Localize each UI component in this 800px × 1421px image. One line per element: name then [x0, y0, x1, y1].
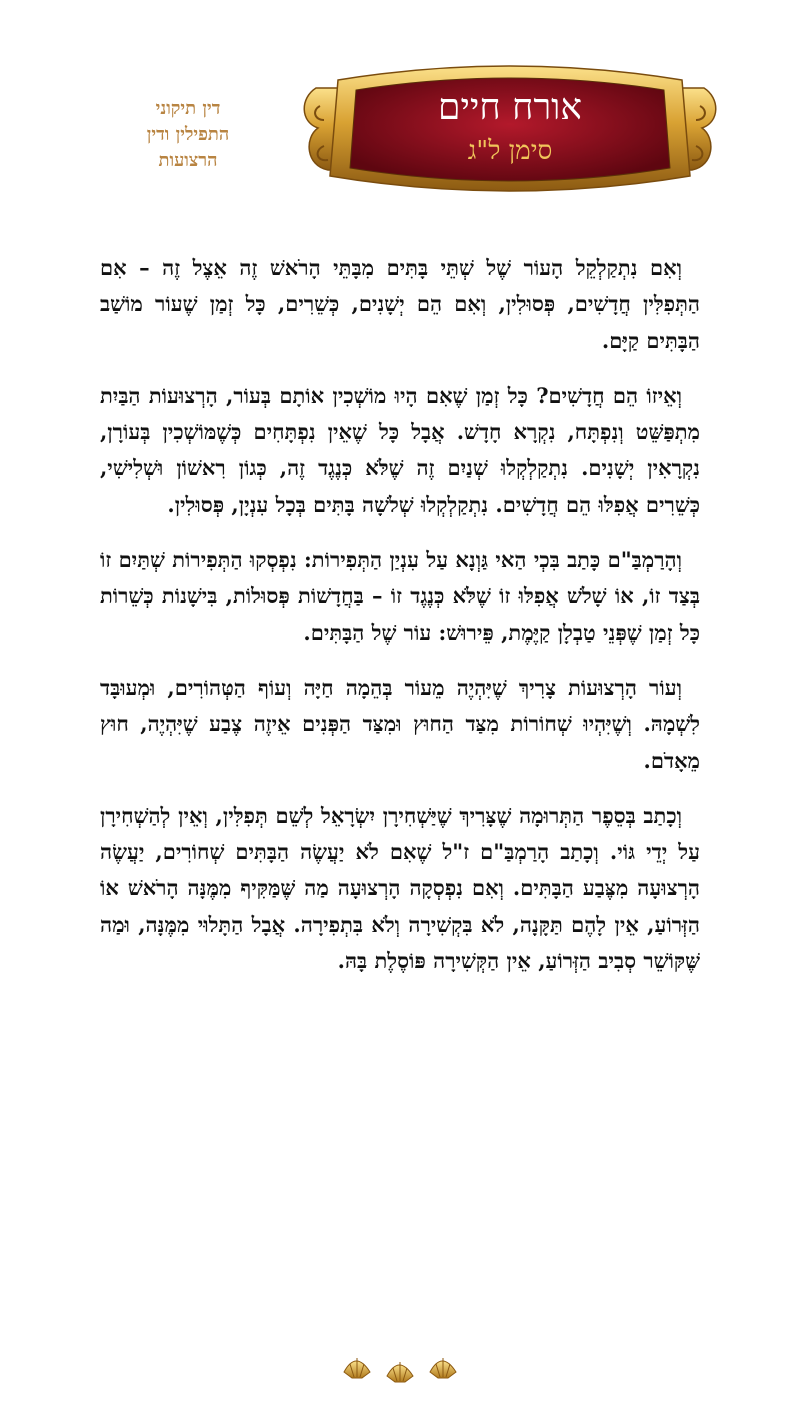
section-topic-line: התפילין ודין	[146, 124, 230, 145]
halacha-text	[100, 250, 700, 979]
banner-subtitle: סימן ל"ג	[467, 136, 553, 166]
paragraph: וְכָתַב בְּסֵפֶר הַתְּרוּמָה שֶׁצָּרִיךְ שֶׁיַּשְׁחִירָן יִשְׂרָאֵל לְשֵׁם תְּפִלִּין, וְאֵין לְהַשְׁחִירָן עַל יְדֵי גּוֹי. וְכָתַב הָרַמְבַּ"ם ז"ל שֶׁאִם לֹא יַעֲשֶׂה הַבָּתִּים שְׁחוֹרִים, יַעֲשֶׂה הָרְצוּעָה מִצֶּבַע הַבָּתִּים. וְאִם נִפְסְקָה הָרְצוּעָה מַה שֶּׁמַּקִּיף מִמֶּנָּה הָרֹאשׁ אוֹ הַזְּרוֹעַ, אֵין לָהֶם תַּקָּנָה, לֹא בִּקְשִׁירָה וְלֹא בִּתְפִירָה. אֲבָל הַתָּלוּי מִמֶּנָּה, וּמַה שֶּׁקּוֹשֵׁר סְבִיב הַזְּרוֹעַ, אֵין הַקְּשִׁירָה פּוֹסֶלֶת בָּהּ.	[100, 802, 700, 974]
shell-icon	[344, 1358, 370, 1378]
footer-ornament	[340, 1348, 460, 1388]
paragraph: וְאִם נִתְקַלְקֵל הָעוֹר שֶׁל שְׁתֵּי בָּתִּים מִבָּתֵּי הָרֹאשׁ זֶה אֵצֶל זֶה – אִם הַתְּפִלִּין חֲדָשִׁים, פְּסוּלִין, וְאִם הֵם יְשָׁנִים, כְּשֵׁרִים, כָּל זְמַן שֶׁעוֹר מוֹשַׁב הַבָּתִּים קַיָּם.	[100, 255, 700, 353]
paragraph: וְעוֹר הָרְצוּעוֹת צָרִיךְ שֶׁיִּהְיֶה מֵעוֹר בְּהֵמָה חַיָּה וְעוֹף הַטְּהוֹרִים, וּמְעוּבָּד לִשְׁמָהּ. וְשֶׁיִּהְיוּ שְׁחוֹרוֹת מִצַּד הַחוּץ וּמִצַּד הַפְּנִים אֵיזֶה צֶבַע שֶׁיִּהְיֶה, חוּץ מֵאָדֹם.	[100, 674, 700, 773]
shell-icon	[387, 1362, 413, 1382]
paragraph: וְאֵיזוֹ הֵם חֲדָשִׁים? כָּל זְמַן שֶׁאִם הָיוּ מוֹשְׁכִין אוֹתָם בְּעוֹר, הָרְצוּעוֹת הַבַּיִת מִתְפַּשֵּׁט וְנִפְתָּח, נִקְרָא חָדָשׁ. אֲבָל כָּל שֶׁאֵין נִפְתָּחִים כְּשֶׁמּוֹשְׁכִין בְּעוֹרָן, נִקְרָאִין יְשָׁנִים. נִתְקַלְקְלוּ שְׁנַיִם זֶה שֶׁלֹּא כְּנֶגֶד זֶה, כְּגוֹן רִאשׁוֹן וּשְׁלִישִׁי, כְּשֵׁרִים אֲפִלּוּ הֵם חֲדָשִׁים. נִתְקַלְקְלוּ שְׁלֹשָׁה בָּתִּים בְּכָל עִנְיָן, פְּסוּלִין.	[100, 382, 700, 517]
banner-title: אורח חיים	[438, 87, 582, 128]
paragraph: וְהָרַמְבַּ"ם כָּתַב בִּכְי הַאי גַּוְנָא עַל עִנְיַן הַתְּפִירוֹת: נִפְסְקוּ הַתְּפִירוֹת שְׁתַּיִם זוֹ בְּצַד זוֹ, אוֹ שָׁלֹשׁ אֲפִלּוּ זוֹ שֶׁלֹּא כְּנֶגֶד זוֹ – בַּחֲדָשׁוֹת פְּסוּלוֹת, בִּישָׁנוֹת כְּשֵׁרוֹת כָּל זְמַן שֶׁפְּנֵי טַבְלָן קַיֶּמֶת, פֵּירוּשׁ: עוֹר שֶׁל הַבָּתִּים.	[100, 547, 700, 645]
shell-icon	[430, 1358, 456, 1378]
scroll-banner	[298, 58, 722, 208]
section-topic-line: הרצועות	[158, 150, 218, 171]
section-topic-line: דין תיקוני	[155, 98, 221, 119]
scroll-banner-icon	[298, 58, 722, 208]
section-topic	[108, 96, 268, 174]
